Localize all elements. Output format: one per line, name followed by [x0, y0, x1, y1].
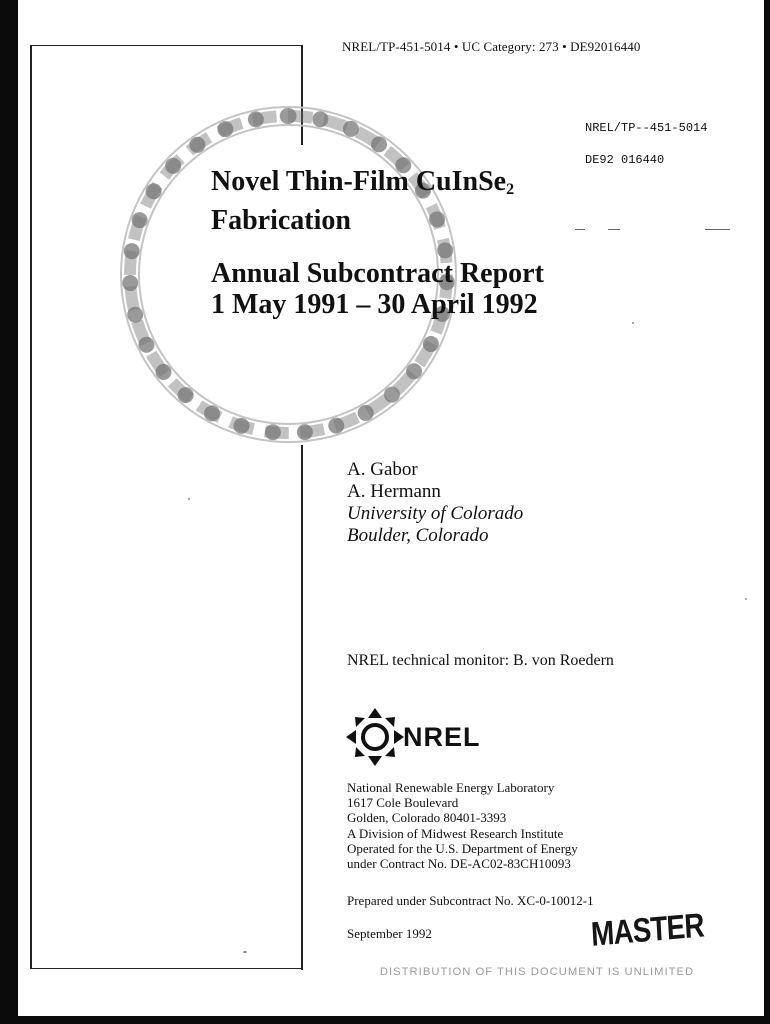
address-line: National Renewable Energy Laboratory — [347, 780, 555, 795]
scan-mark — [608, 229, 620, 230]
title-line-1: Novel Thin-Film CuInSe$_2$ — [211, 166, 515, 198]
scan-mark — [575, 229, 585, 230]
de-number: DE92 016440 — [585, 153, 665, 167]
cover-frame-divider-bottom — [301, 445, 303, 970]
address-line: A Division of Midwest Research Institute — [347, 825, 564, 841]
address-line: Operated for the U.S. Department of Energy — [347, 840, 578, 856]
scan-border-right — [764, 0, 770, 1024]
scan-border-bottom — [0, 1016, 770, 1024]
technical-monitor: NREL technical monitor: B. von Roedern — [347, 652, 614, 669]
catalog-codes — [585, 121, 707, 185]
title-line-2: Fabrication — [211, 205, 351, 236]
scan-speck — [188, 498, 190, 500]
master-stamp: MASTER — [590, 906, 705, 954]
report-title — [211, 166, 514, 236]
scan-mark — [705, 229, 730, 230]
author-1: A. Gabor — [347, 459, 418, 480]
institution-location: Boulder, Colorado — [347, 525, 489, 546]
nrel-logo-text: NREL — [403, 722, 481, 752]
author-block — [347, 459, 523, 547]
scan-speck — [243, 951, 247, 953]
scan-speck — [632, 322, 634, 324]
publication-date: September 1992 — [347, 926, 432, 941]
address-line: Golden, Colorado 80401-3393 — [347, 810, 507, 826]
tp-number: NREL/TP--451-5014 — [585, 121, 708, 135]
distribution-statement: DISTRIBUTION OF THIS DOCUMENT IS UNLIMITED — [379, 966, 695, 978]
subtitle-line-2: 1 May 1991 – 30 April 1992 — [211, 289, 538, 320]
address-line: under Contract No. DE-AC02-83CH10093 — [347, 856, 571, 872]
report-number-line: NREL/TP-451-5014 • UC Category: 273 • DE92016440 — [342, 39, 641, 54]
scan-speck — [745, 598, 747, 600]
institution: University of Colorado — [347, 503, 524, 524]
report-subtitle — [211, 258, 544, 320]
subcontract-number: Prepared under Subcontract No. XC-0-10012-1 — [347, 893, 594, 908]
subtitle-line-1: Annual Subcontract Report — [211, 258, 544, 289]
address-line: 1617 Cole Boulevard — [347, 795, 459, 811]
scan-border-left — [0, 0, 18, 1024]
address-block — [347, 780, 578, 871]
author-2: A. Hermann — [347, 481, 441, 502]
